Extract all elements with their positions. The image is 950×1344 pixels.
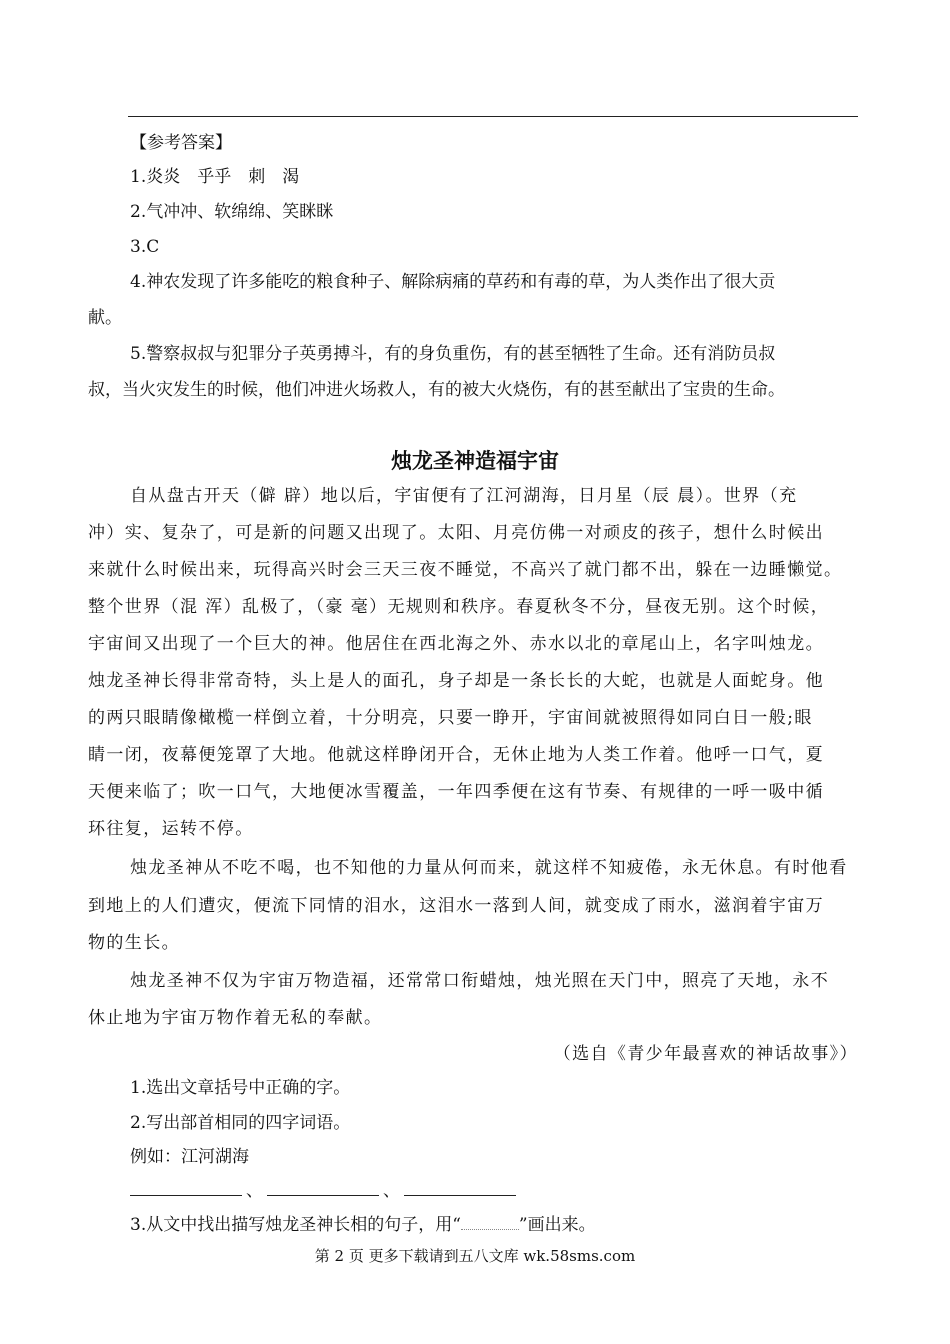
question-3-text-end: ”画出来。 — [518, 1215, 596, 1235]
article-p2-line: 物的生长。 — [88, 933, 180, 953]
answer-blank[interactable] — [404, 1181, 516, 1196]
answer-blanks-row — [130, 1180, 516, 1202]
article-p2-line: 到地上的人们遭灾，便流下同情的泪水，这泪水一落到人间，就变成了雨水，滋润着宇宙万 — [88, 896, 824, 916]
header-rule — [128, 116, 858, 117]
answer-4-line-2: 献。 — [88, 308, 122, 328]
answer-4-line-1: 4.神农发现了许多能吃的粮食种子、解除病痛的草药和有毒的草，为人类作出了很大贡 — [130, 272, 776, 292]
article-p1-line: 整个世界（混 浑）乱极了，（豪 毫）无规则和秩序。春夏秋冬不分，昼夜无别。这个时候， — [88, 597, 830, 617]
answer-1: 1.炎炎 乎乎 刺 渴 — [130, 167, 300, 187]
answers-header: 【参考答案】 — [130, 133, 232, 153]
article-p2-line: 烛龙圣神从不吃不喝，也不知他的力量从何而来，就这样不知疲倦，永无休息。有时他看 — [130, 858, 848, 878]
answer-2: 2.气冲冲、软绵绵、笑眯眯 — [130, 202, 334, 222]
wavy-underline-mark — [461, 1217, 519, 1230]
article-title: 烛龙圣神造福宇宙 — [391, 449, 559, 473]
page-footer: 第 2 页 更多下载请到五八文库 wk.58sms.com — [314, 1247, 636, 1265]
answer-5-line-1: 5.警察叔叔与犯罪分子英勇搏斗，有的身负重伤，有的甚至牺牲了生命。还有消防员叔 — [130, 344, 776, 364]
article-p1-line: 来就什么时候出来，玩得高兴时会三天三夜不睡觉，不高兴了就门都不出，躲在一边睡懒觉。 — [88, 560, 843, 580]
answer-3: 3.C — [130, 237, 160, 257]
article-p1-line: 烛龙圣神长得非常奇特，头上是人的面孔，身子却是一条长长的大蛇，也就是人面蛇身。他 — [88, 671, 824, 691]
article-p1-line: 宇宙间又出现了一个巨大的神。他居住在西北海之外、赤水以北的章尾山上，名字叫烛龙。 — [88, 634, 824, 654]
question-3 — [130, 1214, 596, 1236]
article-p1-line: 环往复，运转不停。 — [88, 819, 254, 839]
answer-5-line-2: 叔，当火灾发生的时候，他们冲进火场救人，有的被大火烧伤，有的甚至献出了宝贵的生命。 — [88, 380, 785, 400]
article-p3-line: 休止地为宇宙万物作着无私的奉献。 — [88, 1008, 383, 1028]
article-p1-line: 的两只眼睛像橄榄一样倒立着，十分明亮，只要一睁开，宇宙间就被照得如同白日一般;眼 — [88, 708, 813, 728]
article-source: （选自《青少年最喜欢的神话故事》） — [553, 1044, 858, 1064]
article-p1-line: 自从盘古开天（僻 辟）地以后，宇宙便有了江河湖海，日月星（辰 晨）。世界（充 — [130, 486, 798, 506]
article-p1-line: 冲）实、复杂了，可是新的问题又出现了。太阳、月亮仿佛一对顽皮的孩子，想什么时候出 — [88, 523, 824, 543]
article-p1-line: 天便来临了；吹一口气，大地便冰雪覆盖，一年四季便在这有节奏、有规律的一呼一吸中循 — [88, 782, 824, 802]
article-p3-line: 烛龙圣神不仅为宇宙万物造福，还常常口衔蜡烛，烛光照在天门中，照亮了天地，永不 — [130, 971, 830, 991]
answer-blank[interactable] — [267, 1181, 379, 1196]
question-3-text-start: 3.从文中找出描写烛龙圣神长相的句子，用“ — [130, 1215, 461, 1235]
blank-separator: 、 — [246, 1181, 263, 1201]
blank-separator: 、 — [383, 1181, 400, 1201]
question-2: 2.写出部首相同的四字词语。 — [130, 1113, 351, 1133]
example-text: 例如：江河湖海 — [130, 1147, 249, 1167]
article-p1-line: 睛一闭，夜幕便笼罩了大地。他就这样睁闭开合，无休止地为人类工作着。他呼一口气，夏 — [88, 745, 824, 765]
answer-blank[interactable] — [130, 1181, 242, 1196]
question-1: 1.选出文章括号中正确的字。 — [130, 1078, 351, 1098]
